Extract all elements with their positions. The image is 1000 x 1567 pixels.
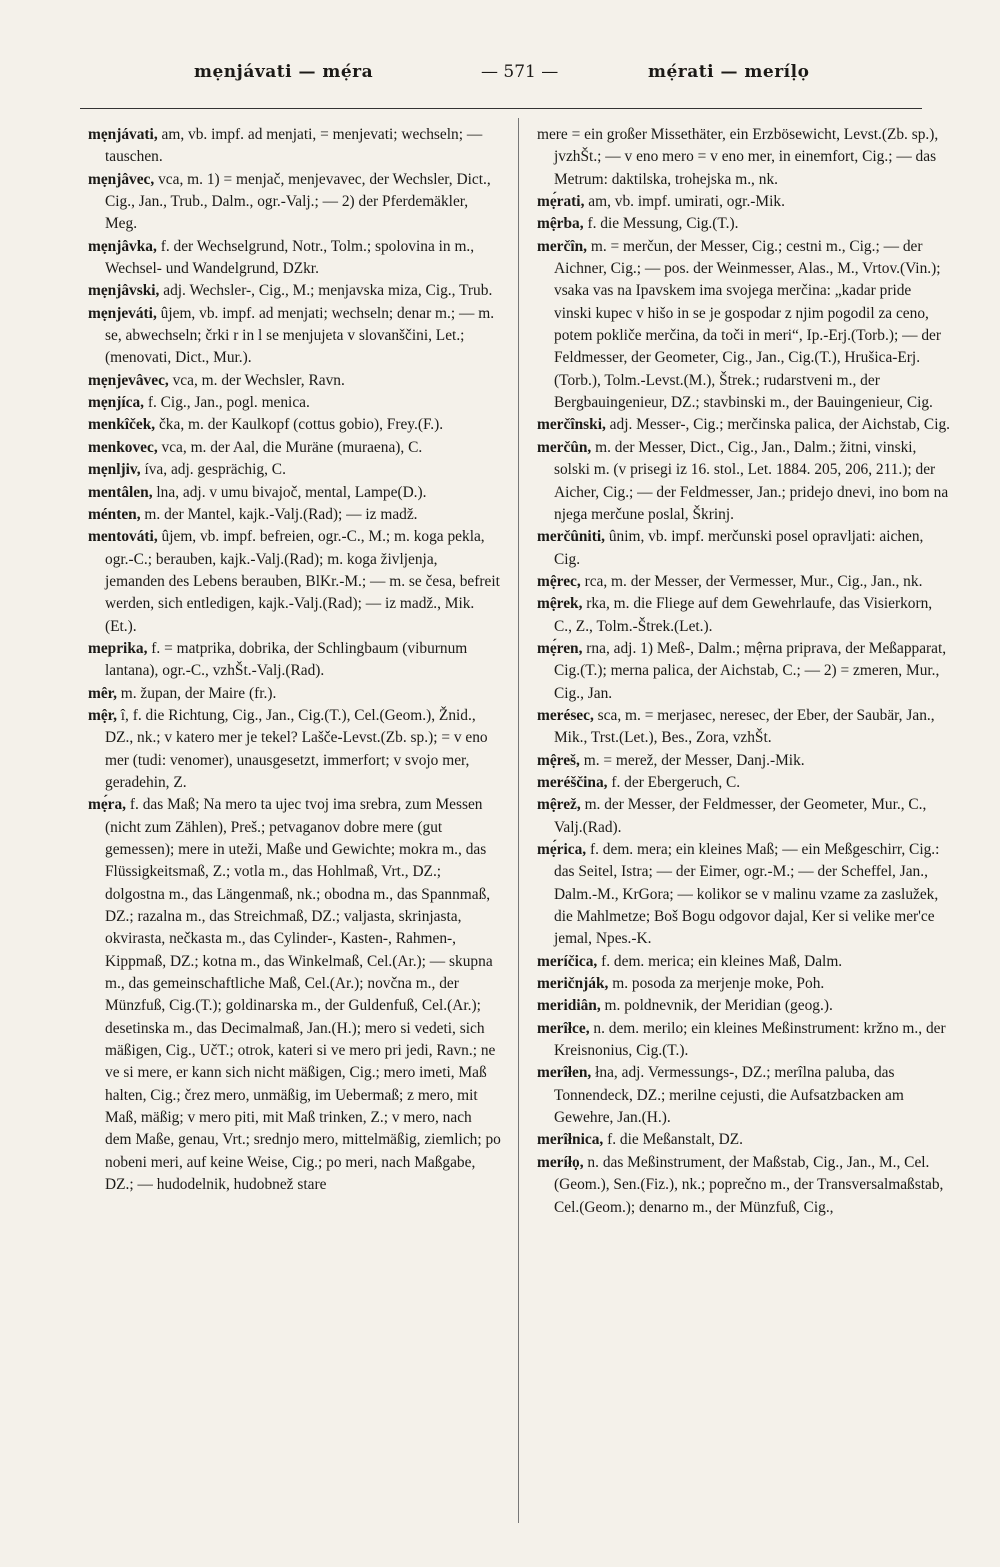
- entry-definition: f. die Meßanstalt, DZ.: [603, 1131, 744, 1149]
- entry-headword: mẹnjâvka,: [88, 237, 157, 255]
- entry-definition: n. dem. merilo; ein kleines Meßinstrument: kržno m., der Kreisnonius, Cig.(T.).: [554, 1019, 946, 1060]
- entry-headword: mẹnjávati,: [88, 126, 158, 143]
- entry-headword: merîłnica,: [537, 1131, 604, 1149]
- entry-definition: ûnim, vb. impf. merčunski posel opravljati: aichen, Cig.: [554, 528, 924, 568]
- entry-headword: mẹnljiv,: [88, 461, 141, 479]
- page-number: — 571 —: [481, 62, 559, 82]
- entry-headword: mẹ́ra,: [88, 796, 127, 814]
- entry-headword: mẹnjeváti,: [88, 304, 157, 322]
- entry-headword: meréščina,: [537, 773, 608, 791]
- page-header: [76, 62, 926, 92]
- dictionary-entry: [537, 1129, 950, 1151]
- entry-definition: m. župan, der Maire (fr.).: [116, 684, 277, 702]
- entry-headword: mẹnjâvski,: [88, 282, 160, 300]
- entry-headword: menkovec,: [88, 438, 158, 456]
- dictionary-entry: [537, 705, 950, 750]
- dictionary-entry: [88, 794, 501, 1196]
- dictionary-entry: [88, 169, 501, 236]
- entry-definition: f. = matprika, dobrika, der Schlingbaum (viburnum lantana), ogr.-C., vzhŠt.-Valj.(Rad).: [105, 639, 468, 680]
- dictionary-entry: [537, 571, 950, 593]
- dictionary-entry: [537, 973, 950, 995]
- entry-definition: f. die Messung, Cig.(T.).: [583, 215, 739, 233]
- entry-headword: mentâlen,: [88, 483, 153, 501]
- entry-headword: mẹ́rica,: [537, 841, 587, 858]
- entry-definition: m. poldnevnik, der Meridian (geog.).: [600, 997, 833, 1015]
- dictionary-entry: [537, 1018, 950, 1063]
- entry-definition: m. der Messer, der Feldmesser, der Geometer, Mur., C., Valj.(Rad).: [554, 796, 927, 836]
- header-right-catchword: mẹ́rati — meríḷọ: [648, 62, 810, 82]
- entry-definition: adj. Wechsler-, Cig., M.; menjavska miza, Cig., Trub.: [159, 282, 493, 300]
- entry-definition: n. das Meßinstrument, der Maßstab, Cig., Jan., M., Cel.(Geom.), Sen.(Fiz.), nk.; poprečno m., der Transversalmaßstab, Cel.(Geom.); denarno m., der Münzfuß, Cig.,: [554, 1153, 944, 1216]
- dictionary-entry: [88, 504, 501, 526]
- entry-headword: mệr,: [88, 706, 117, 724]
- dictionary-entry: [537, 750, 950, 772]
- dictionary-entry: [537, 951, 950, 973]
- entry-headword: mệreš,: [537, 751, 580, 769]
- entry-definition: am, vb. impf. umirati, ogr.-Mik.: [584, 193, 785, 211]
- entry-headword: meridiân,: [537, 997, 601, 1015]
- dictionary-entry: [537, 995, 950, 1017]
- entry-definition: sca, m. = merjasec, neresec, der Eber, der Saubär, Jan., Mik., Trst.(Let.), Bes., Zora, vzhŠt.: [554, 706, 935, 747]
- dictionary-entry: [537, 593, 950, 638]
- dictionary-entry: [88, 437, 501, 459]
- entry-headword: mệrba,: [537, 215, 584, 233]
- dictionary-entry: [537, 236, 950, 415]
- entry-definition: f. Cig., Jan., pogl. menica.: [144, 394, 310, 412]
- entry-definition: mere = ein großer Missethäter, ein Erzbösewicht, Levst.(Zb. sp.), jvzhŠt.; — v eno mero = v eno mer, in einemfort, Cig.; — das Metrum: daktilska, trohejska m., nk.: [537, 126, 939, 188]
- entry-definition: rna, adj. 1) Meß-, Dalm.; mệrna priprava, der Meßapparat, Cig.(T.); merna palica, der Aichstab, C.; — 2) = zmeren, Mur., Cig., Jan.: [554, 639, 947, 702]
- dictionary-entry: [88, 459, 501, 481]
- entry-definition: vca, m. 1) = menjač, menjevavec, der Wechsler, Dict., Cig., Jan., Trub., Dalm., ogr.-Valj.; — 2) der Pferdemäkler, Meg.: [105, 170, 491, 233]
- entry-headword: mẹnjevâvec,: [88, 371, 169, 389]
- entry-definition: ûjem, vb. impf. befreien, ogr.-C., M.; m. koga pekla, ogr.-C.; berauben, kajk.-Valj.(Rad); m. koga življenja, jemanden des Lebens berauben, BlKr.-M.; — m. se česa, befreit werden, sich entledigen, kajk.-Valj.(Rad); — iz madž., Mik.(Et.).: [105, 528, 500, 635]
- dictionary-entry: [537, 437, 950, 526]
- dictionary-entry: [537, 839, 950, 951]
- entry-definition: rka, m. die Fliege auf dem Gewehrlaufe, das Visierkorn, C., Z., Tolm.-Štrek.(Let.).: [554, 595, 933, 635]
- entry-definition: rca, m. der Messer, der Vermesser, Mur., Cig., Jan., nk.: [580, 572, 923, 590]
- column-divider: [518, 118, 519, 1523]
- dictionary-entry: [537, 638, 950, 705]
- entry-headword: mentováti,: [88, 528, 158, 546]
- entry-headword: meričnják,: [537, 975, 609, 993]
- entry-headword: mẹnjíca,: [88, 394, 144, 412]
- entry-headword: meríłọ,: [537, 1153, 584, 1171]
- entry-definition: vca, m. der Wechsler, Ravn.: [168, 371, 345, 389]
- entry-definition: î, f. die Richtung, Cig., Jan., Cig.(T.), Cel.(Geom.), Žnid., DZ., nk.; v katero mer je tekel? Lašče-Levst.(Zb. sp.); = v eno mer (tudi: venomer), unausgesetzt, immerfort; v svojo mer, geradehin, Z.: [105, 706, 488, 791]
- dictionary-entry: [88, 124, 501, 169]
- entry-definition: f. der Wechselgrund, Notr., Tolm.; spolovina in m., Wechsel- und Wandelgrund, DZkr.: [105, 237, 475, 278]
- entry-headword: merčîn,: [537, 237, 587, 255]
- dictionary-entry: [537, 213, 950, 235]
- entry-definition: f. der Ebergeruch, C.: [607, 773, 741, 791]
- dictionary-entry: [88, 705, 501, 794]
- left-column: [88, 124, 501, 1197]
- entry-headword: merčûn,: [537, 438, 592, 456]
- dictionary-entry: [537, 191, 950, 213]
- entry-definition: m. der Messer, Dict., Cig., Jan., Dalm.; žitni, vinski, solski m. (v prisegi iz 16. stol., Let. 1884. 205, 206, 211.); der Aicher, Cig.; — der Feldmesser, Jan.; pridejo dnevi, ino bom na njega merčune poslal, Škrinj.: [554, 438, 949, 523]
- entry-headword: merîłce,: [537, 1019, 590, 1037]
- entry-definition: lna, adj. v umu bivajoč, mental, Lampe(D.).: [152, 483, 427, 501]
- dictionary-entry: [88, 638, 501, 683]
- dictionary-entry: [537, 1152, 950, 1219]
- entry-definition: íva, adj. gesprächig, C.: [140, 461, 286, 479]
- dictionary-entry: [88, 370, 501, 392]
- entry-headword: mệrež,: [537, 796, 581, 814]
- dictionary-entry: [537, 124, 950, 191]
- entry-definition: am, vb. impf. ad menjati, = menjevati; wechseln; — tauschen.: [105, 126, 483, 166]
- entry-headword: menkîček,: [88, 416, 156, 434]
- dictionary-entry: [88, 392, 501, 414]
- entry-definition: čka, m. der Kaulkopf (cottus gobio), Frey.(F.).: [155, 416, 444, 434]
- dictionary-entry: [88, 414, 501, 436]
- entry-definition: łna, adj. Vermessungs-, DZ.; merîlna paluba, das Tonnendeck, DZ.; merilne cejusti, die Aufsatzbacken am Gewehre, Jan.(H.).: [554, 1064, 904, 1127]
- header-rule: [80, 108, 922, 109]
- entry-headword: mẹ́ren,: [537, 639, 583, 657]
- header-left-catchword: mẹnjávati — mẹ́ra: [194, 62, 374, 82]
- dictionary-entry: [88, 303, 501, 370]
- entry-headword: merésec,: [537, 706, 594, 724]
- entry-headword: meríčica,: [537, 952, 598, 970]
- entry-headword: merčûniti,: [537, 528, 605, 546]
- entry-definition: f. das Maß; Na mero ta ujec tvoj ima srebra, zum Messen (nicht zum Zählen), Preš.; petvaganov dobre mere (gut gemessen); mere in uteži, Maße und Gewichte; mokra m., das Flüssigkeitsmaß, Z.; votla m., das Hohlmaß, Vrt., DZ.; dolgostna m., das Längenmaß, nk.; obodna m., das Spannmaß, DZ.; razalna m., das Streichmaß, DZ.; valjasta, skrinjasta, okvirasta, nečkasta m., das Cylinder-, Kasten-, Rahmen-, Kippmaß, DZ.; kotna m., das Winkelmaß, Cel.(Ar.); — skupna m., das gemeinschaftliche Maß, Cel.(Ar.); novčna m., der Münzfuß, Cig.(T.); goldinarska m., der Guldenfuß, Cel.(Ar.); desetinska m., das Decimalmaß, Jan.(H.); mero si vedeti, sich mäßigen, Cig., UčT.; otrok, kateri si ve mero pri jedi, Ravn.; ne ve si mere, er kann sich nicht mäßigen, Cig.; mero imeti, Maß halten, Cig.; črez mero, unmäßig, im Uebermaß; z mero, mit Maß, mäßig; v mero piti, mit Maß trinken, Z.; v mero, nach dem Maße, genau, Vrt.; srednjo mero, mittelmäßig, ziemlich; po nobeni meri, auf keine Weise, Cig.; po meri, nach Maßgabe, DZ.; — hudodelnik, hudobnež stare: [105, 796, 501, 1194]
- entry-headword: mệrek,: [537, 595, 583, 613]
- entry-definition: vca, m. der Aal, die Muräne (muraena), C.: [157, 438, 423, 456]
- dictionary-entry: [537, 794, 950, 839]
- entry-headword: mêr,: [88, 684, 117, 702]
- entry-headword: merčînski,: [537, 416, 606, 434]
- entry-headword: ménten,: [88, 505, 141, 523]
- entry-definition: f. dem. mera; ein kleines Maß; — ein Meßgeschirr, Cig.: das Seitel, Istra; — der Eimer, ogr.-M.; — der Scheffel, Jan., Dalm.-M., KrGora; — kolikor se v malinu vzame za zaslužek, die Mahlmetze; Boš Bogu odgovor dajal, Ker si velike mer'ce jemal, Npes.-K.: [554, 841, 940, 948]
- dictionary-entry: [537, 526, 950, 571]
- entry-definition: m. = merež, der Messer, Danj.-Mik.: [579, 751, 805, 769]
- entry-headword: meprika,: [88, 639, 148, 657]
- entry-definition: adj. Messer-, Cig.; merčinska palica, der Aichstab, Cig.: [605, 416, 951, 434]
- dictionary-entry: [88, 280, 501, 302]
- entry-definition: m. der Mantel, kajk.-Valj.(Rad); — iz madž.: [140, 505, 418, 523]
- dictionary-entry: [88, 526, 501, 638]
- dictionary-entry: [88, 482, 501, 504]
- dictionary-entry: [88, 236, 501, 281]
- right-column: [537, 124, 950, 1219]
- entry-headword: mẹnjâvec,: [88, 170, 155, 188]
- dictionary-entry: [537, 1062, 950, 1129]
- entry-headword: mẹ́rati,: [537, 193, 585, 211]
- dictionary-entry: [537, 414, 950, 436]
- entry-headword: mệrec,: [537, 572, 581, 590]
- entry-definition: f. dem. merica; ein kleines Maß, Dalm.: [597, 952, 843, 970]
- entry-definition: m. = merčun, der Messer, Cig.; cestni m., Cig.; — der Aichner, Cig.; — pos. der Weinmesser, Alas., M., Vrtov.(Vin.); vsaka vas na Ipavskem ima svojega merčina: „kadar pride vinski kupec v hišo in se je gospodar z njim pogodil za ceno, potem pokliče merčina, da toči in meri“, Ip.-Erj.(Torb.); — der Feldmesser, der Geometer, Cig., Jan., Cig.(T.), Hrušica-Erj.(Torb.), Tolm.-Levst.(M.), Štrek.; rudarstveni m., der Bergbauingenieur, DZ.; stavbinski m., der Bauingenieur, Cig.: [554, 237, 941, 412]
- dictionary-entry: [537, 772, 950, 794]
- dictionary-entry: [88, 683, 501, 705]
- entry-definition: m. posoda za merjenje moke, Poh.: [608, 975, 825, 993]
- entry-definition: ûjem, vb. impf. ad menjati; wechseln; denar m.; — m. se, abwechseln; črki r in l se menjujeta v slovanščini, Let.; (menovati, Dict., Mur.).: [105, 304, 495, 367]
- entry-headword: merîłen,: [537, 1064, 592, 1082]
